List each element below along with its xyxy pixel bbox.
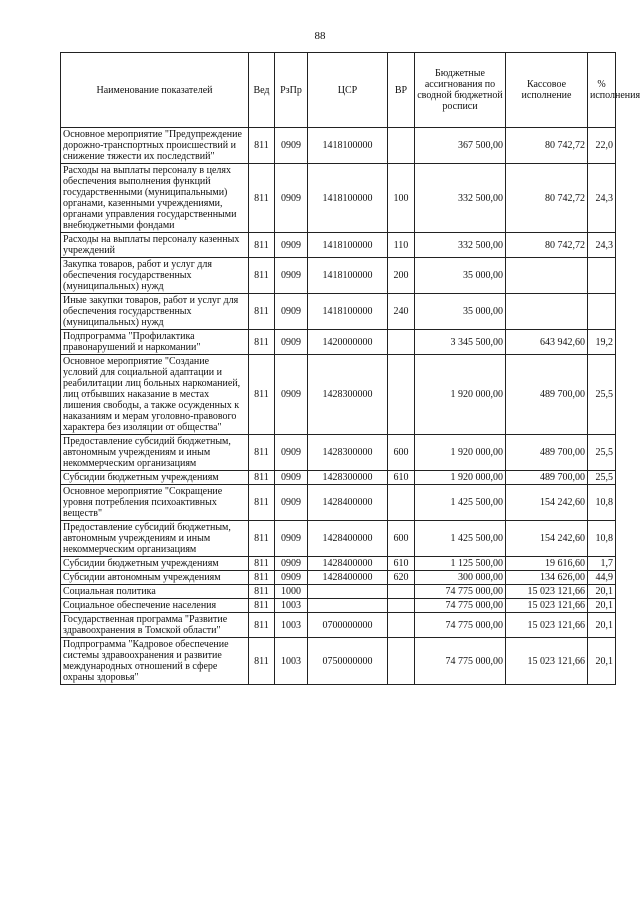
header-rzpr: РзПр: [275, 53, 308, 128]
row-vr: [388, 613, 415, 638]
row-name: Основное мероприятие "Предупреждение дорожно-транспортных происшествий и снижение тяжести их последствий": [61, 128, 249, 164]
row-pct: 10,8: [588, 521, 616, 557]
table-header-row: [61, 53, 616, 128]
table-row: [61, 164, 616, 233]
row-name: Основное мероприятие "Создание условий для социальной адаптации и реабилитации лиц больных наркоманией, лиц отбывших наказание в местах лишения свободы, а также осужденных к наказаниям и мерам уголовно-правового характера без изоляции от общества": [61, 355, 249, 435]
row-ved: 811: [249, 355, 275, 435]
table-row: [61, 258, 616, 294]
row-csr: 1418100000: [308, 294, 388, 330]
row-vr: 100: [388, 164, 415, 233]
row-ved: 811: [249, 164, 275, 233]
header-pct: % исполнения: [588, 53, 616, 128]
row-budget: 3 345 500,00: [415, 330, 506, 355]
row-csr: 1418100000: [308, 258, 388, 294]
row-vr: 200: [388, 258, 415, 294]
row-rzpr: 0909: [275, 557, 308, 571]
row-csr: 1428300000: [308, 435, 388, 471]
row-pct: 20,1: [588, 585, 616, 599]
row-pct: 25,5: [588, 355, 616, 435]
row-budget: 332 500,00: [415, 164, 506, 233]
table-row: [61, 599, 616, 613]
header-budget: Бюджетные ассигнования по сводной бюджетной росписи: [415, 53, 506, 128]
row-ved: 811: [249, 435, 275, 471]
row-rzpr: 0909: [275, 233, 308, 258]
row-rzpr: 0909: [275, 435, 308, 471]
row-pct: 20,1: [588, 599, 616, 613]
row-cash: 15 023 121,66: [506, 585, 588, 599]
table-row: [61, 233, 616, 258]
row-cash: 15 023 121,66: [506, 599, 588, 613]
row-ved: 811: [249, 521, 275, 557]
row-rzpr: 0909: [275, 128, 308, 164]
row-ved: 811: [249, 294, 275, 330]
row-csr: [308, 599, 388, 613]
row-cash: 154 242,60: [506, 485, 588, 521]
row-budget: 1 920 000,00: [415, 355, 506, 435]
row-rzpr: 0909: [275, 164, 308, 233]
row-cash: 489 700,00: [506, 435, 588, 471]
row-cash: 489 700,00: [506, 471, 588, 485]
row-rzpr: 0909: [275, 258, 308, 294]
row-budget: 1 920 000,00: [415, 471, 506, 485]
row-cash: 154 242,60: [506, 521, 588, 557]
page-number: 88: [314, 30, 326, 42]
row-cash: [506, 294, 588, 330]
row-pct: 22,0: [588, 128, 616, 164]
row-rzpr: 1003: [275, 638, 308, 685]
row-vr: [388, 638, 415, 685]
row-pct: 20,1: [588, 638, 616, 685]
row-ved: 811: [249, 557, 275, 571]
row-vr: [388, 330, 415, 355]
row-name: Подпрограмма "Профилактика правонарушений и наркомании": [61, 330, 249, 355]
row-csr: 1418100000: [308, 128, 388, 164]
row-vr: 620: [388, 571, 415, 585]
row-budget: 74 775 000,00: [415, 599, 506, 613]
row-name: Государственная программа "Развитие здравоохранения в Томской области": [61, 613, 249, 638]
row-vr: [388, 599, 415, 613]
row-vr: 600: [388, 521, 415, 557]
row-csr: 1420000000: [308, 330, 388, 355]
table-row: [61, 435, 616, 471]
row-budget: 74 775 000,00: [415, 638, 506, 685]
row-budget: 367 500,00: [415, 128, 506, 164]
table-row: [61, 585, 616, 599]
row-ved: 811: [249, 638, 275, 685]
row-vr: [388, 585, 415, 599]
row-ved: 811: [249, 485, 275, 521]
table-row: [61, 355, 616, 435]
row-vr: [388, 128, 415, 164]
row-pct: [588, 294, 616, 330]
row-pct: 24,3: [588, 164, 616, 233]
row-cash: [506, 258, 588, 294]
row-vr: 610: [388, 557, 415, 571]
row-csr: [308, 585, 388, 599]
header-name: Наименование показателей: [61, 53, 249, 128]
row-ved: 811: [249, 585, 275, 599]
row-pct: 25,5: [588, 435, 616, 471]
row-ved: 811: [249, 233, 275, 258]
row-rzpr: 0909: [275, 571, 308, 585]
header-csr: ЦСР: [308, 53, 388, 128]
row-pct: [588, 258, 616, 294]
row-pct: 19,2: [588, 330, 616, 355]
table-row: [61, 294, 616, 330]
row-rzpr: 1000: [275, 585, 308, 599]
row-pct: 25,5: [588, 471, 616, 485]
row-budget: 300 000,00: [415, 571, 506, 585]
row-cash: 19 616,60: [506, 557, 588, 571]
row-budget: 35 000,00: [415, 258, 506, 294]
table-row: [61, 330, 616, 355]
row-budget: 74 775 000,00: [415, 613, 506, 638]
row-csr: 1428300000: [308, 355, 388, 435]
row-cash: 80 742,72: [506, 233, 588, 258]
table-row: [61, 571, 616, 585]
row-name: Подпрограмма "Кадровое обеспечение системы здравоохранения и развитие международных отношений в сфере охраны здоровья": [61, 638, 249, 685]
row-rzpr: 1003: [275, 613, 308, 638]
row-budget: 332 500,00: [415, 233, 506, 258]
row-rzpr: 0909: [275, 355, 308, 435]
row-name: Основное мероприятие "Сокращение уровня потребления психоактивных веществ": [61, 485, 249, 521]
row-rzpr: 0909: [275, 485, 308, 521]
row-rzpr: 0909: [275, 521, 308, 557]
row-csr: 1428300000: [308, 471, 388, 485]
row-vr: [388, 355, 415, 435]
row-ved: 811: [249, 128, 275, 164]
row-vr: [388, 485, 415, 521]
row-vr: 610: [388, 471, 415, 485]
row-ved: 811: [249, 599, 275, 613]
row-pct: 44,9: [588, 571, 616, 585]
table-row: [61, 521, 616, 557]
row-name: Предоставление субсидий бюджетным, автономным учреждениям и иным некоммерческим организациям: [61, 521, 249, 557]
row-name: Расходы на выплаты персоналу в целях обеспечения выполнения функций государственными (муниципальными) органами, казенными учреждениями, органами управления государственными внебюджетными фондами: [61, 164, 249, 233]
header-ved: Вед: [249, 53, 275, 128]
row-rzpr: 0909: [275, 330, 308, 355]
table-row: [61, 638, 616, 685]
row-budget: 35 000,00: [415, 294, 506, 330]
row-name: Социальная политика: [61, 585, 249, 599]
row-cash: 643 942,60: [506, 330, 588, 355]
table-row: [61, 471, 616, 485]
row-pct: 20,1: [588, 613, 616, 638]
row-pct: 1,7: [588, 557, 616, 571]
row-cash: 15 023 121,66: [506, 638, 588, 685]
row-ved: 811: [249, 571, 275, 585]
row-budget: 1 425 500,00: [415, 485, 506, 521]
header-cash: Кассовое исполнение: [506, 53, 588, 128]
row-pct: 10,8: [588, 485, 616, 521]
row-csr: 1428400000: [308, 557, 388, 571]
row-ved: 811: [249, 330, 275, 355]
row-vr: 600: [388, 435, 415, 471]
row-csr: 1428400000: [308, 571, 388, 585]
row-cash: 134 626,00: [506, 571, 588, 585]
row-budget: 1 425 500,00: [415, 521, 506, 557]
row-rzpr: 1003: [275, 599, 308, 613]
row-ved: 811: [249, 613, 275, 638]
row-name: Расходы на выплаты персоналу казенных учреждений: [61, 233, 249, 258]
header-vr: ВР: [388, 53, 415, 128]
row-name: Социальное обеспечение населения: [61, 599, 249, 613]
row-vr: 240: [388, 294, 415, 330]
row-cash: 80 742,72: [506, 164, 588, 233]
row-pct: 24,3: [588, 233, 616, 258]
row-budget: 1 920 000,00: [415, 435, 506, 471]
table-row: [61, 128, 616, 164]
row-name: Субсидии бюджетным учреждениям: [61, 557, 249, 571]
row-ved: 811: [249, 471, 275, 485]
row-budget: 74 775 000,00: [415, 585, 506, 599]
row-name: Субсидии автономным учреждениям: [61, 571, 249, 585]
row-csr: 1418100000: [308, 233, 388, 258]
row-name: Субсидии бюджетным учреждениям: [61, 471, 249, 485]
budget-table: [60, 52, 640, 685]
row-cash: 489 700,00: [506, 355, 588, 435]
row-ved: 811: [249, 258, 275, 294]
row-vr: 110: [388, 233, 415, 258]
row-csr: 1418100000: [308, 164, 388, 233]
row-csr: 1428400000: [308, 521, 388, 557]
row-rzpr: 0909: [275, 471, 308, 485]
table-row: [61, 557, 616, 571]
row-csr: 0700000000: [308, 613, 388, 638]
row-cash: 15 023 121,66: [506, 613, 588, 638]
row-csr: 0750000000: [308, 638, 388, 685]
table-row: [61, 485, 616, 521]
row-cash: 80 742,72: [506, 128, 588, 164]
row-rzpr: 0909: [275, 294, 308, 330]
row-name: Закупка товаров, работ и услуг для обеспечения государственных (муниципальных) нужд: [61, 258, 249, 294]
row-name: Предоставление субсидий бюджетным, автономным учреждениям и иным некоммерческим организациям: [61, 435, 249, 471]
row-budget: 1 125 500,00: [415, 557, 506, 571]
row-name: Иные закупки товаров, работ и услуг для обеспечения государственных (муниципальных) нужд: [61, 294, 249, 330]
row-csr: 1428400000: [308, 485, 388, 521]
table-row: [61, 613, 616, 638]
